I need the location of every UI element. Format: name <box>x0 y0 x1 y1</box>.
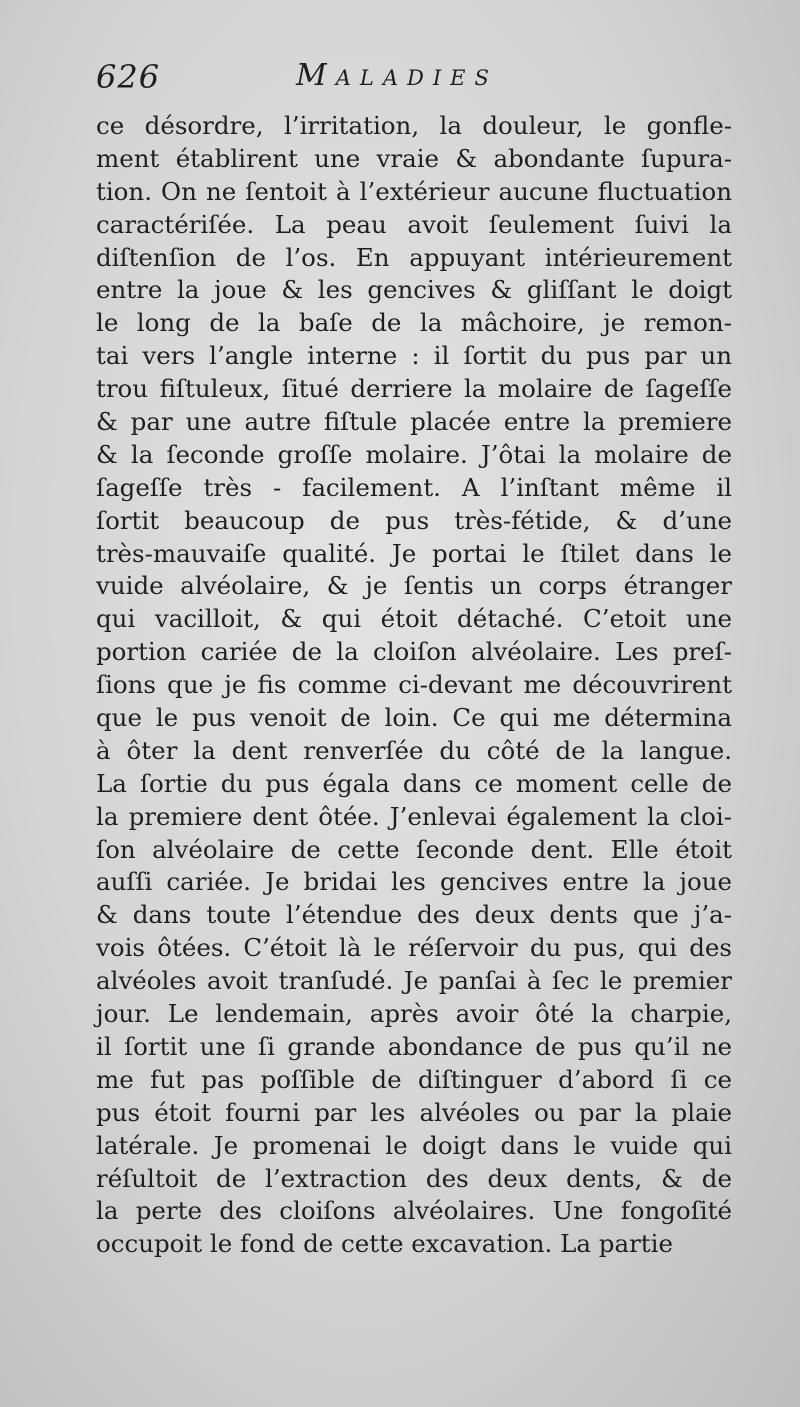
text-line: caractériſée. La peau avoit ſeulement ſuivi la <box>96 209 732 239</box>
text-line: ſon alvéolaire de cette ſeconde dent. Elle étoit <box>96 834 732 864</box>
text-line: ſageſſe très - facilement. A l’inſtant même il <box>96 472 732 502</box>
text-line: entre la joue & les gencives & gliſſant le doigt <box>96 275 732 305</box>
text-line: vois ôtées. C’étoit là le réſervoir du pus, qui des <box>96 933 732 963</box>
text-line: latérale. Je promenai le doigt dans le vuide qui <box>96 1130 732 1160</box>
text-line: qui vacilloit, & qui étoit détaché. C’etoit une <box>96 604 732 634</box>
text-line: & la ſeconde groſſe molaire. J’ôtai la molaire de <box>96 439 732 469</box>
text-line: tai vers l’angle interne : il ſortit du pus par un <box>96 341 732 371</box>
text-line: portion cariée de la cloiſon alvéolaire. Les preſ- <box>96 637 732 667</box>
text-line: tion. On ne ſentoit à l’extérieur aucune fluctuation <box>96 176 732 206</box>
text-line: que le pus venoit de loin. Ce qui me détermina <box>96 703 732 733</box>
text-line: occupoit le fond de cette excavation. La partie <box>96 1229 673 1259</box>
text-line: alvéoles avoit tranſudé. Je panſai à ſec le premier <box>96 966 732 996</box>
text-line: la premiere dent ôtée. J’enlevai également la cloi- <box>96 801 732 831</box>
text-line: à ôter la dent renverſée du côté de la langue. <box>96 735 732 765</box>
text-line: ſions que je fis comme ci-devant me découvrirent <box>96 670 732 700</box>
text-line: ſortit beaucoup de pus très-fétide, & d’une <box>96 505 732 535</box>
running-head: Maladies <box>296 58 498 93</box>
page-number: 626 <box>96 58 161 96</box>
text-line: diſtenſion de l’os. En appuyant intérieurement <box>96 242 732 272</box>
text-line: la perte des cloiſons alvéolaires. Une fongoſité <box>96 1196 732 1226</box>
text-line: il ſortit une ſi grande abondance de pus qu’il ne <box>96 1031 732 1061</box>
text-line: jour. Le lendemain, après avoir ôté la charpie, <box>96 999 732 1029</box>
text-line: ment établirent une vraie & abondante ſupura- <box>96 143 732 173</box>
text-line: La ſortie du pus égala dans ce moment celle de <box>96 768 732 798</box>
text-line: le long de la baſe de la mâchoire, je remon- <box>96 308 732 338</box>
text-line: auſſi cariée. Je bridai les gencives entre la joue <box>96 867 732 897</box>
text-line: & par une autre fiſtule placée entre la premiere <box>96 407 732 437</box>
text-line: trou fiſtuleux, ſitué derriere la molaire de ſageſſe <box>96 374 732 404</box>
text-line: réſultoit de l’extraction des deux dents, & de <box>96 1163 732 1193</box>
page-header <box>96 58 736 102</box>
text-line: pus étoit fourni par les alvéoles ou par la plaie <box>96 1097 732 1127</box>
body-text <box>96 110 732 1261</box>
text-line: vuide alvéolaire, & je ſentis un corps étranger <box>96 571 732 601</box>
text-line: & dans toute l’étendue des deux dents que j’a- <box>96 900 732 930</box>
text-line: très-mauvaiſe qualité. Je portai le ſtilet dans le <box>96 538 732 568</box>
text-line: ce désordre, l’irritation, la douleur, le gonfle- <box>96 111 732 140</box>
text-line: me fut pas poſſible de diſtinguer d’abord ſi ce <box>96 1064 732 1094</box>
